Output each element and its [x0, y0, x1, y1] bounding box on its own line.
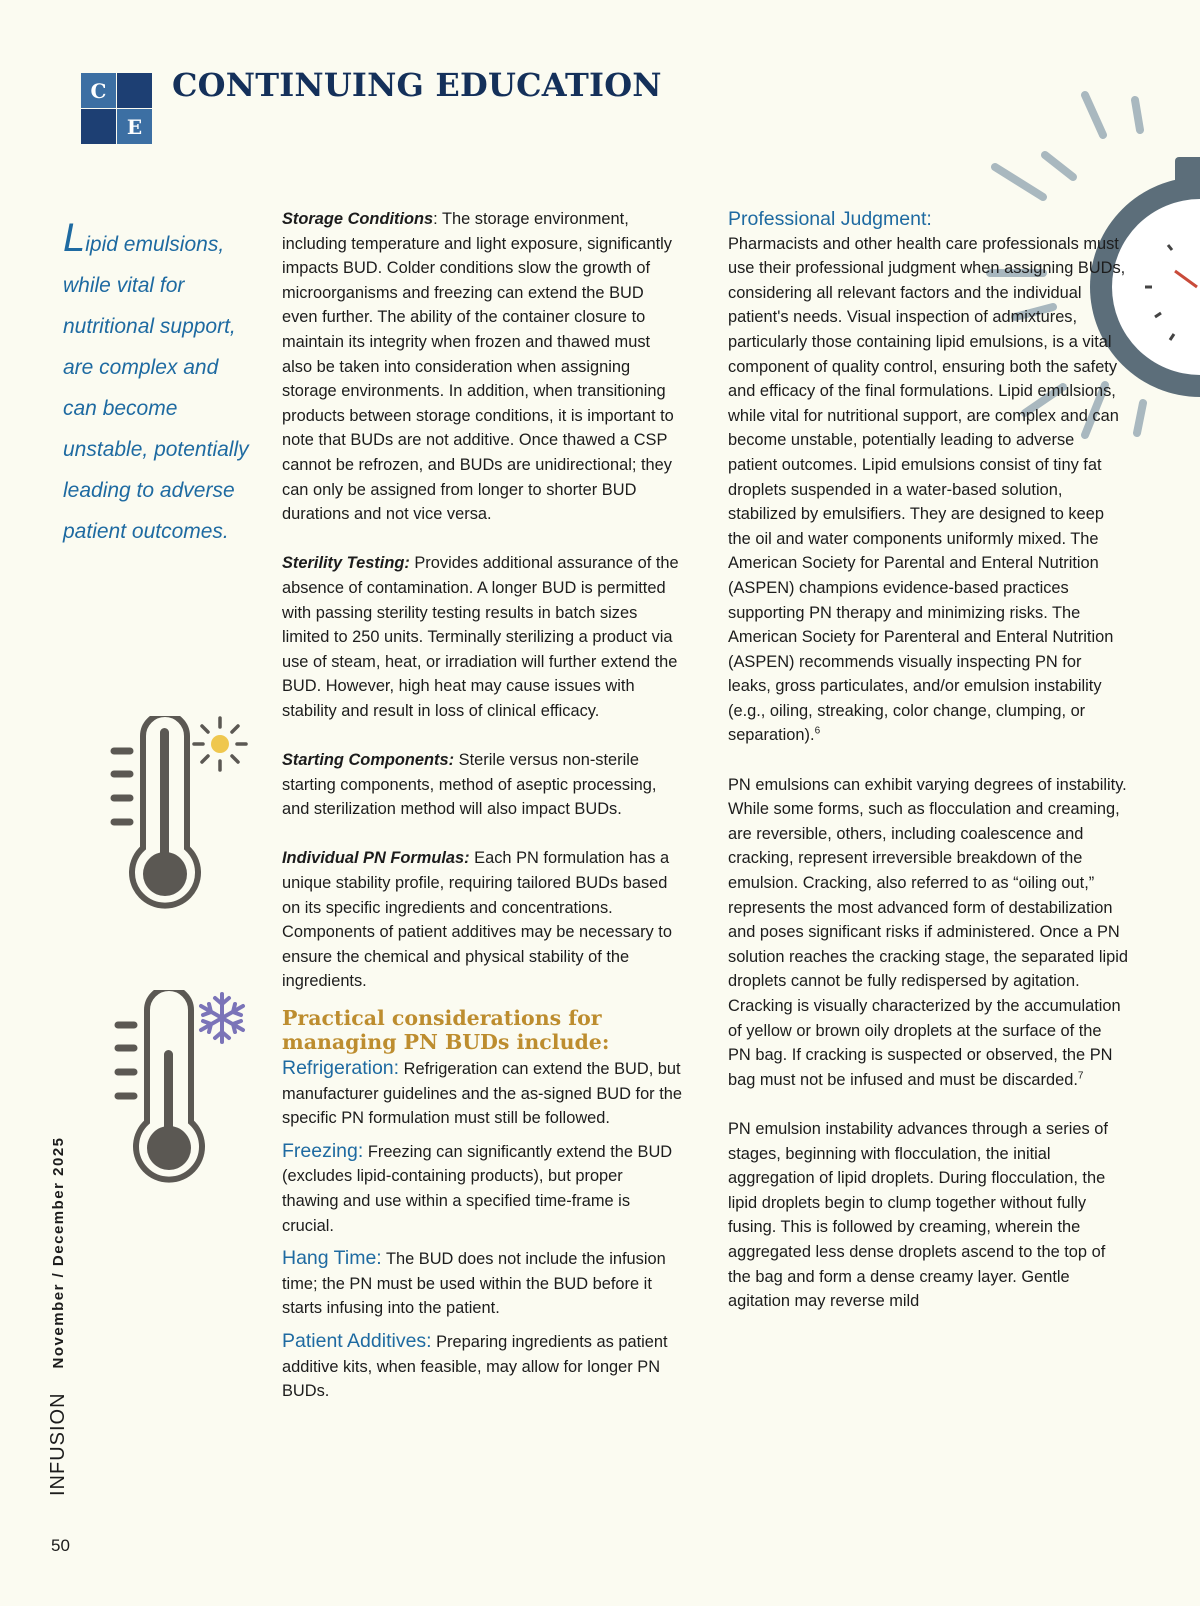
instability-stages-paragraph: PN emulsion instability advances through a series of stages, beginning with flocculation, the initial aggregation of lipid droplets. During flocculation, the lipid droplets begin to clump together without fully fusing. This is followed by creaming, wherein the aggregated less dense droplets ascend to the top of the bag and form a dense creamy layer. Gentle agitation may reverse mild	[728, 1119, 1108, 1311]
professional-judgment-text: Pharmacists and other health care professionals must use their professional judgment when assigning BUDs, considering all relevant factors and the individual patient's needs. Visual inspection of admixtures, particularly those containing lipid emulsions, is a vital component of quality control, ensuring both the safety and efficacy of the final formulations. Lipid emulsions, while vital for nutritional support, are complex and can become unstable, potentially leading to adverse patient outcomes. Lipid emulsions consist of tiny fat droplets suspended in a water-based solution, stabilized by emulsifiers. They are designed to keep the oil and water components uniformly mixed. The American Society for Parental and Enteral Nutrition (ASPEN) champions evidence-based practices supporting PN therapy and minimizing risks. The American Society for Parenteral and Enteral Nutrition (ASPEN) recommends visually inspecting PN for leaks, gross particulates, and/or emulsion instability (e.g., oiling, streaking, color change, clumping, or separation).	[728, 234, 1126, 745]
hang-time-label: Hang Time:	[282, 1247, 382, 1270]
refrigeration-text: Refrigeration can extend the BUD, but manufacturer guidelines and the as-signed BUD for the specific PN formulation must still be followed.	[282, 1060, 682, 1128]
issue-date: November / December 2025	[50, 1136, 67, 1369]
ce-logo-tile	[81, 109, 116, 144]
storage-conditions-text: : The storage environment, including temperature and light exposure, significantly impacts BUD. Colder conditions slow the growth of microorganisms and freezing can extend the BUD even further. The ability of the container closure to maintain its integrity when frozen and thawed must also be taken into consideration when assigning storage environments. In addition, when transitioning products between storage conditions, it is important to note that BUDs are not additive. Once thawed a CSP cannot be refrozen, and BUDs are unidirectional; they can only be assigned from longer to shorter BUD durations and not vice versa.	[282, 210, 674, 524]
column-right	[728, 207, 1128, 1314]
sterility-testing-text: Provides additional assurance of the absence of contamination. A longer BUD is permitted with passing sterility testing results in batch sizes limited to 250 units. Terminally sterilizing a product via use of steam, heat, or irradiation will further extend the BUD. However, high heat may cause issues with stability and result in loss of clinical efficacy.	[282, 554, 679, 720]
refrigeration-label: Refrigeration:	[282, 1057, 400, 1079]
column-left	[282, 207, 682, 1404]
sterility-testing-paragraph	[282, 551, 682, 723]
patient-additives-label: Patient Additives:	[282, 1329, 432, 1352]
freezing-label: Freezing:	[282, 1139, 364, 1162]
practical-considerations-heading: Practical considerations for managing PN BUDs include:	[282, 1006, 610, 1054]
reference-superscript: 6	[814, 726, 821, 737]
starting-components-text: Sterile versus non-sterile starting components, method of aseptic processing, and sterilization method will also impact BUDs.	[282, 751, 657, 819]
pull-quote-dropcap: L	[63, 216, 86, 260]
sterility-testing-lead: Sterility Testing:	[282, 554, 410, 573]
professional-judgment-paragraph	[728, 232, 1128, 748]
ce-logo-letter-e: E	[117, 109, 152, 144]
individual-pn-lead: Individual PN Formulas:	[282, 849, 470, 868]
patient-additives-item	[282, 1329, 682, 1404]
page-number: 50	[51, 1536, 70, 1555]
patient-additives-text: Preparing ingredients as patient additive kits, when feasible, may allow for longer PN BUDs.	[282, 1332, 668, 1401]
thermometer-sun-icon	[108, 716, 258, 921]
storage-conditions-lead: Storage Conditions	[282, 210, 434, 228]
ce-logo-tile	[117, 73, 152, 108]
starting-components-lead: Starting Components:	[282, 751, 455, 770]
freezing-item	[282, 1139, 682, 1238]
vertical-sidebar	[47, 1137, 70, 1497]
individual-pn-paragraph	[282, 846, 682, 994]
magazine-brand: INFUSION	[47, 1392, 69, 1496]
hang-time-item	[282, 1246, 682, 1321]
freezing-text: Freezing can significantly extend the BUD (excludes lipid-containing products), but proper thawing and use within a specified time-frame is crucial.	[282, 1142, 673, 1235]
professional-judgment-heading: Professional Judgment:	[728, 208, 932, 230]
pull-quote-text: ipid emulsions, while vital for nutritional support, are complex and can become unstable, potentially leading to adverse patient outcomes.	[63, 233, 249, 543]
starting-components-paragraph	[282, 748, 682, 822]
pull-quote	[63, 218, 255, 552]
emulsion-instability-paragraph	[728, 773, 1128, 1093]
section-title: CONTINUING EDUCATION	[172, 66, 662, 104]
emulsion-instability-text: PN emulsions can exhibit varying degrees of instability. While some forms, such as flocculation and creaming, are reversible, others, including coalescence and cracking, represent irreversible breakdown of the emulsion. Cracking, also referred to as “oiling out,” represents the most advanced form of destabilization and poses significant risks if administered. Once a PN solution reaches the cracking stage, the separated lipid droplets cannot be fully redispersed by agitation. Cracking is visually characterized by the accumulation of yellow or brown oily droplets at the surface of the PN bag. If cracking is suspected or observed, the PN bag must not be infused and must be discarded.	[728, 775, 1128, 1089]
individual-pn-text: Each PN formulation has a unique stability profile, requiring tailored BUDs based on its specific ingredients and concentrations. Components of patient additives may be necessary to ensure the chemical and physical stability of the ingredients.	[282, 849, 672, 991]
hang-time-text: The BUD does not include the infusion time; the PN must be used within the BUD before it starts infusing into the patient.	[282, 1250, 666, 1318]
ce-logo-letter-c: C	[81, 73, 116, 108]
thermometer-snowflake-icon	[112, 990, 262, 1195]
reference-superscript: 7	[1077, 1070, 1084, 1082]
storage-conditions-paragraph	[282, 207, 682, 527]
ce-logo	[81, 73, 152, 143]
refrigeration-item	[282, 1056, 682, 1131]
